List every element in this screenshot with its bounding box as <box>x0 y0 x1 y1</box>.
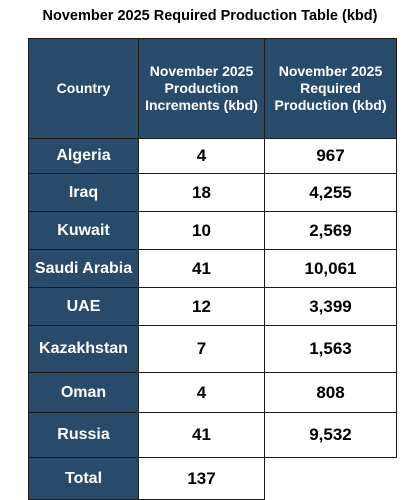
header-country: Country <box>29 39 139 139</box>
table-title: November 2025 Required Production Table (kbd) <box>42 8 378 24</box>
header-required <box>265 39 397 139</box>
required-cell: 808 <box>265 373 397 413</box>
empty-cell <box>265 458 397 500</box>
increment-cell: 18 <box>139 174 265 212</box>
table-row <box>29 288 397 326</box>
country-cell: Kuwait <box>29 212 139 250</box>
header-row <box>29 39 397 139</box>
increment-cell: 4 <box>139 139 265 174</box>
total-label: Total <box>29 458 139 500</box>
header-required-line-2: Required <box>300 80 361 96</box>
increment-cell: 41 <box>139 413 265 458</box>
country-cell: Iraq <box>29 174 139 212</box>
total-row <box>29 458 397 500</box>
table-row <box>29 373 397 413</box>
required-cell: 10,061 <box>265 250 397 288</box>
increment-cell: 4 <box>139 373 265 413</box>
country-cell: Algeria <box>29 139 139 174</box>
country-cell: Kazakhstan <box>29 326 139 373</box>
production-table <box>28 38 397 500</box>
table-row <box>29 326 397 373</box>
required-cell: 967 <box>265 139 397 174</box>
increment-cell: 41 <box>139 250 265 288</box>
country-cell: Saudi Arabia <box>29 250 139 288</box>
required-cell: 4,255 <box>265 174 397 212</box>
country-cell: Oman <box>29 373 139 413</box>
total-increment: 137 <box>139 458 265 500</box>
country-cell: UAE <box>29 288 139 326</box>
header-increments-line-2: Production <box>164 80 239 96</box>
table-row <box>29 212 397 250</box>
required-cell: 9,532 <box>265 413 397 458</box>
header-required-line-1: November 2025 <box>278 63 383 79</box>
header-increments-line-1: November 2025 <box>149 63 254 79</box>
increment-cell: 7 <box>139 326 265 373</box>
table-row <box>29 174 397 212</box>
country-cell: Russia <box>29 413 139 458</box>
increment-cell: 12 <box>139 288 265 326</box>
required-cell: 2,569 <box>265 212 397 250</box>
header-increments <box>139 39 265 139</box>
table-row <box>29 250 397 288</box>
increment-cell: 10 <box>139 212 265 250</box>
required-cell: 1,563 <box>265 326 397 373</box>
header-required-line-3: Production (kbd) <box>274 97 387 113</box>
table-row <box>29 139 397 174</box>
required-cell: 3,399 <box>265 288 397 326</box>
table-row <box>29 413 397 458</box>
header-increments-line-3: Increments (kbd) <box>145 97 258 113</box>
